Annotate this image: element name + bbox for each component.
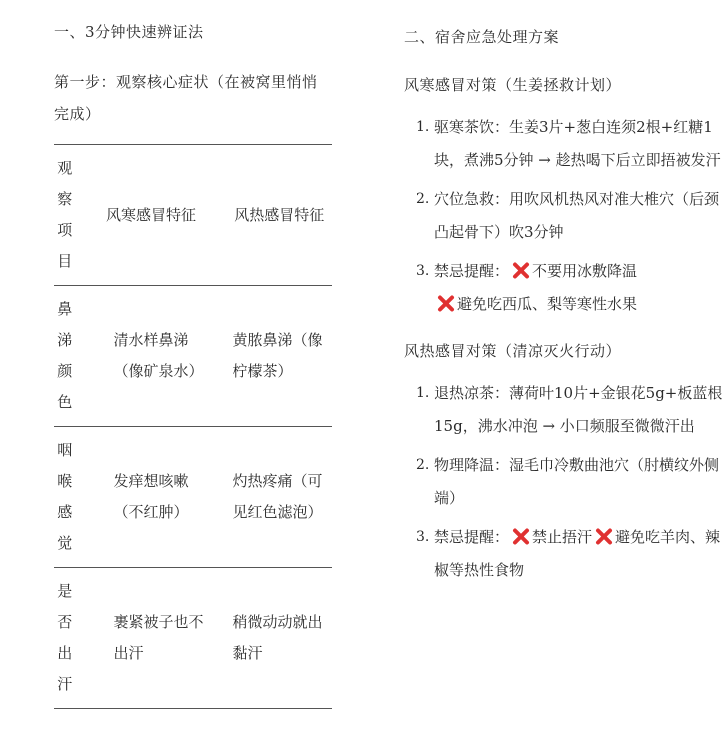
list-item-text: 物理降温：湿毛巾冷敷曲池穴（肘横纹外侧端） (434, 456, 720, 507)
step-one-title: 第一步：观察核心症状（在被窝里悄悄完成） (54, 73, 318, 123)
list-item (404, 377, 724, 443)
row-item-cell: 鼻涕颜色 (54, 286, 75, 427)
warning-text: 避免吃羊肉、辣椒等热性食物 (434, 528, 721, 579)
right-column (404, 0, 723, 593)
warning-text: 禁止捂汗 (532, 528, 593, 546)
row-item-cell: 咽喉感觉 (54, 427, 75, 568)
row-wind-cold-cell: 裹紧被子也不出汗 (75, 568, 216, 709)
list-item (404, 183, 724, 249)
row-wind-heat-cell: 灼热疼痛（可见红色滤泡） (217, 427, 332, 568)
list-item-number: 3. (416, 263, 430, 279)
symptom-comparison-table (54, 144, 332, 709)
row-wind-cold-cell: 清水样鼻涕（像矿泉水） (75, 286, 216, 427)
list-item-text: 退热凉茶：薄荷叶10片+金银花5g+板蓝根15g，沸水冲泡 → 小口频服至微微汗出 (434, 384, 723, 435)
header-wind-heat-cell: 风热感冒特征 (217, 145, 332, 286)
table-header-row (54, 145, 332, 286)
table-row (54, 568, 332, 709)
wind-heat-plan-list (404, 377, 723, 587)
red-cross-icon (595, 528, 612, 545)
list-item (404, 521, 724, 587)
table-row (54, 427, 332, 568)
warning-label: 禁忌提醒： (434, 528, 510, 546)
wind-cold-plan-list (404, 111, 721, 321)
red-cross-icon (512, 528, 529, 545)
row-item-cell: 是否出汗 (54, 568, 75, 709)
red-cross-icon (437, 295, 454, 312)
list-item-number: 3. (416, 529, 430, 545)
warning-text: 不要用冰敷降温 (532, 262, 638, 280)
list-item-number: 1. (416, 385, 430, 401)
list-item-number: 1. (416, 119, 430, 135)
list-item (404, 449, 724, 515)
section-title-emergency: 二、宿舍应急处理方案 (404, 28, 560, 46)
header-wind-cold-cell: 风寒感冒特征 (75, 145, 216, 286)
list-item-number: 2. (416, 457, 430, 473)
row-wind-heat-cell: 黄脓鼻涕（像柠檬茶） (217, 286, 332, 427)
row-wind-cold-cell: 发痒想咳嗽（不红肿） (75, 427, 216, 568)
row-wind-heat-cell: 稍微动动就出黏汗 (217, 568, 332, 709)
red-cross-icon (512, 262, 529, 279)
list-item-text: 驱寒茶饮：生姜3片+葱白连须2根+红糖1块，煮沸5分钟 → 趁热喝下后立即捂被发汗 (434, 118, 721, 169)
table-row (54, 286, 332, 427)
left-column (54, 0, 332, 709)
warning-label: 禁忌提醒： (434, 262, 510, 280)
list-item (404, 111, 724, 177)
wind-heat-plan-title: 风热感冒对策（清凉灭火行动） (404, 342, 622, 360)
header-item-cell: 观察项目 (54, 145, 75, 286)
list-item (404, 255, 724, 321)
list-item-text: 穴位急救：用吹风机热风对准大椎穴（后颈凸起骨下）吹3分钟 (434, 190, 720, 241)
list-item-number: 2. (416, 191, 430, 207)
warning-text: 避免吃西瓜、梨等寒性水果 (457, 295, 638, 313)
wind-cold-plan-title: 风寒感冒对策（生姜拯救计划） (404, 76, 622, 94)
section-title-diagnosis: 一、3分钟快速辨证法 (54, 23, 204, 41)
